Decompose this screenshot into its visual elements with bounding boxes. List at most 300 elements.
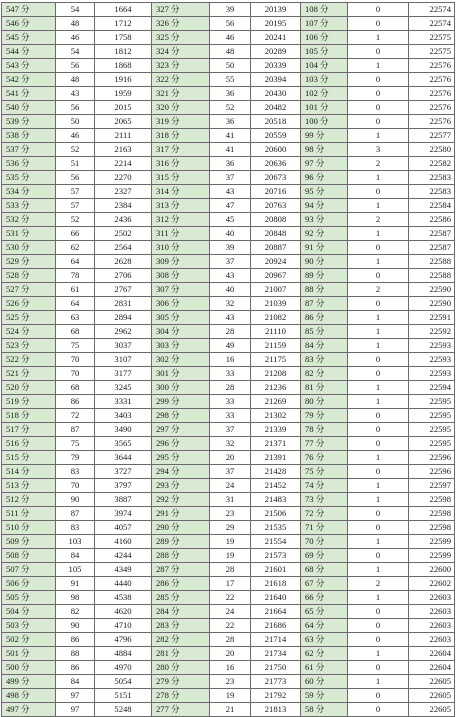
cumulative-c-cell: 22575 — [409, 45, 455, 59]
table-row — [2, 325, 455, 339]
score-b-cell: 308 分 — [152, 269, 210, 283]
score-b-cell: 324 分 — [152, 45, 210, 59]
score-a-cell: 523 分 — [2, 339, 56, 353]
count-c-cell: 1 — [348, 647, 409, 661]
cumulative-b-cell: 21339 — [251, 423, 301, 437]
cumulative-a-cell: 2214 — [95, 157, 152, 171]
count-b-cell: 37 — [210, 171, 251, 185]
table-row — [2, 269, 455, 283]
cumulative-b-cell: 20339 — [251, 59, 301, 73]
score-c-cell: 100 分 — [301, 115, 348, 129]
cumulative-a-cell: 3403 — [95, 409, 152, 423]
score-c-cell: 64 分 — [301, 619, 348, 633]
score-c-cell: 85 分 — [301, 325, 348, 339]
table-row — [2, 479, 455, 493]
count-c-cell: 0 — [348, 633, 409, 647]
cumulative-a-cell: 4884 — [95, 647, 152, 661]
cumulative-a-cell: 4970 — [95, 661, 152, 675]
cumulative-c-cell: 22599 — [409, 535, 455, 549]
count-a-cell: 64 — [56, 297, 95, 311]
cumulative-c-cell: 22590 — [409, 283, 455, 297]
count-c-cell: 0 — [348, 87, 409, 101]
count-a-cell: 63 — [56, 311, 95, 325]
cumulative-c-cell: 22584 — [409, 199, 455, 213]
table-row — [2, 213, 455, 227]
cumulative-b-cell: 21159 — [251, 339, 301, 353]
cumulative-c-cell: 22588 — [409, 269, 455, 283]
count-b-cell: 55 — [210, 73, 251, 87]
cumulative-a-cell: 4710 — [95, 619, 152, 633]
cumulative-a-cell: 3107 — [95, 353, 152, 367]
score-c-cell: 75 分 — [301, 465, 348, 479]
cumulative-b-cell: 21175 — [251, 353, 301, 367]
cumulative-c-cell: 22576 — [409, 87, 455, 101]
cumulative-a-cell: 2163 — [95, 143, 152, 157]
count-a-cell: 70 — [56, 479, 95, 493]
count-b-cell: 31 — [210, 493, 251, 507]
score-a-cell: 508 分 — [2, 549, 56, 563]
score-b-cell: 323 分 — [152, 59, 210, 73]
table-row — [2, 451, 455, 465]
score-c-cell: 78 分 — [301, 423, 348, 437]
score-a-cell: 532 分 — [2, 213, 56, 227]
cumulative-b-cell: 21618 — [251, 577, 301, 591]
cumulative-b-cell: 21664 — [251, 605, 301, 619]
count-a-cell: 83 — [56, 521, 95, 535]
count-b-cell: 33 — [210, 395, 251, 409]
cumulative-c-cell: 22592 — [409, 325, 455, 339]
count-c-cell: 0 — [348, 101, 409, 115]
table-row — [2, 283, 455, 297]
cumulative-a-cell: 4538 — [95, 591, 152, 605]
cumulative-b-cell: 20848 — [251, 227, 301, 241]
table-row — [2, 437, 455, 451]
score-b-cell: 292 分 — [152, 493, 210, 507]
score-c-cell: 96 分 — [301, 171, 348, 185]
table-row — [2, 59, 455, 73]
score-a-cell: 526 分 — [2, 297, 56, 311]
table-row — [2, 45, 455, 59]
cumulative-a-cell: 2065 — [95, 115, 152, 129]
count-b-cell: 17 — [210, 577, 251, 591]
score-a-cell: 512 分 — [2, 493, 56, 507]
cumulative-a-cell: 4796 — [95, 633, 152, 647]
score-a-cell: 537 分 — [2, 143, 56, 157]
table-row — [2, 185, 455, 199]
score-b-cell: 284 分 — [152, 605, 210, 619]
score-b-cell: 278 分 — [152, 689, 210, 703]
score-a-cell: 545 分 — [2, 31, 56, 45]
cumulative-a-cell: 1812 — [95, 45, 152, 59]
score-a-cell: 536 分 — [2, 157, 56, 171]
cumulative-b-cell: 21208 — [251, 367, 301, 381]
score-c-cell: 74 分 — [301, 479, 348, 493]
cumulative-c-cell: 22604 — [409, 661, 455, 675]
cumulative-a-cell: 5054 — [95, 675, 152, 689]
count-a-cell: 52 — [56, 143, 95, 157]
score-b-cell: 327 分 — [152, 3, 210, 17]
score-b-cell: 320 分 — [152, 101, 210, 115]
count-b-cell: 52 — [210, 101, 251, 115]
table-row — [2, 73, 455, 87]
count-a-cell: 78 — [56, 269, 95, 283]
count-a-cell: 90 — [56, 619, 95, 633]
table-row — [2, 87, 455, 101]
cumulative-c-cell: 22596 — [409, 465, 455, 479]
cumulative-c-cell: 22598 — [409, 493, 455, 507]
score-a-cell: 502 分 — [2, 633, 56, 647]
cumulative-c-cell: 22583 — [409, 185, 455, 199]
cumulative-a-cell: 1664 — [95, 3, 152, 17]
score-a-cell: 541 分 — [2, 87, 56, 101]
score-c-cell: 76 分 — [301, 451, 348, 465]
count-c-cell: 1 — [348, 171, 409, 185]
score-c-cell: 103 分 — [301, 73, 348, 87]
count-a-cell: 68 — [56, 381, 95, 395]
cumulative-b-cell: 21750 — [251, 661, 301, 675]
score-b-cell: 291 分 — [152, 507, 210, 521]
cumulative-b-cell: 20636 — [251, 157, 301, 171]
score-c-cell: 70 分 — [301, 535, 348, 549]
cumulative-c-cell: 22599 — [409, 549, 455, 563]
cumulative-b-cell: 21039 — [251, 297, 301, 311]
cumulative-c-cell: 22598 — [409, 507, 455, 521]
count-a-cell: 50 — [56, 115, 95, 129]
cumulative-b-cell: 20967 — [251, 269, 301, 283]
count-b-cell: 28 — [210, 633, 251, 647]
count-a-cell: 46 — [56, 129, 95, 143]
score-c-cell: 60 分 — [301, 675, 348, 689]
cumulative-a-cell: 4620 — [95, 605, 152, 619]
score-b-cell: 322 分 — [152, 73, 210, 87]
cumulative-b-cell: 20518 — [251, 115, 301, 129]
cumulative-b-cell: 21007 — [251, 283, 301, 297]
score-c-cell: 99 分 — [301, 129, 348, 143]
count-b-cell: 22 — [210, 591, 251, 605]
cumulative-c-cell: 22593 — [409, 353, 455, 367]
cumulative-c-cell: 22603 — [409, 605, 455, 619]
score-a-cell: 519 分 — [2, 395, 56, 409]
score-c-cell: 107 分 — [301, 17, 348, 31]
count-b-cell: 39 — [210, 241, 251, 255]
score-a-cell: 522 分 — [2, 353, 56, 367]
count-b-cell: 48 — [210, 45, 251, 59]
score-c-cell: 61 分 — [301, 661, 348, 675]
cumulative-a-cell: 4440 — [95, 577, 152, 591]
score-b-cell: 316 分 — [152, 157, 210, 171]
table-row — [2, 619, 455, 633]
count-b-cell: 24 — [210, 605, 251, 619]
score-a-cell: 513 分 — [2, 479, 56, 493]
cumulative-c-cell: 22575 — [409, 31, 455, 45]
score-c-cell: 106 分 — [301, 31, 348, 45]
cumulative-c-cell: 22588 — [409, 255, 455, 269]
table-row — [2, 171, 455, 185]
score-b-cell: 313 分 — [152, 199, 210, 213]
cumulative-c-cell: 22604 — [409, 647, 455, 661]
score-b-cell: 299 分 — [152, 395, 210, 409]
score-a-cell: 544 分 — [2, 45, 56, 59]
count-b-cell: 46 — [210, 31, 251, 45]
score-b-cell: 280 分 — [152, 661, 210, 675]
count-a-cell: 57 — [56, 199, 95, 213]
count-c-cell: 1 — [348, 227, 409, 241]
table-row — [2, 255, 455, 269]
cumulative-b-cell: 21573 — [251, 549, 301, 563]
count-a-cell: 48 — [56, 17, 95, 31]
score-c-cell: 97 分 — [301, 157, 348, 171]
score-b-cell: 303 分 — [152, 339, 210, 353]
count-b-cell: 21 — [210, 703, 251, 717]
cumulative-a-cell: 3037 — [95, 339, 152, 353]
cumulative-b-cell: 20716 — [251, 185, 301, 199]
score-c-cell: 104 分 — [301, 59, 348, 73]
cumulative-c-cell: 22574 — [409, 3, 455, 17]
score-b-cell: 317 分 — [152, 143, 210, 157]
score-distribution-table-container — [1, 2, 454, 714]
count-c-cell: 1 — [348, 563, 409, 577]
score-b-cell: 310 分 — [152, 241, 210, 255]
score-b-cell: 287 分 — [152, 563, 210, 577]
cumulative-b-cell: 20394 — [251, 73, 301, 87]
score-c-cell: 90 分 — [301, 255, 348, 269]
cumulative-b-cell: 21269 — [251, 395, 301, 409]
score-a-cell: 539 分 — [2, 115, 56, 129]
score-c-cell: 108 分 — [301, 3, 348, 17]
cumulative-b-cell: 21082 — [251, 311, 301, 325]
cumulative-c-cell: 22593 — [409, 367, 455, 381]
cumulative-b-cell: 21302 — [251, 409, 301, 423]
cumulative-b-cell: 20289 — [251, 45, 301, 59]
cumulative-a-cell: 2384 — [95, 199, 152, 213]
table-row — [2, 101, 455, 115]
count-c-cell: 0 — [348, 703, 409, 717]
table-row — [2, 535, 455, 549]
cumulative-c-cell: 22583 — [409, 171, 455, 185]
table-row — [2, 143, 455, 157]
count-c-cell: 2 — [348, 577, 409, 591]
table-row — [2, 339, 455, 353]
score-a-cell: 529 分 — [2, 255, 56, 269]
count-a-cell: 46 — [56, 31, 95, 45]
score-c-cell: 86 分 — [301, 311, 348, 325]
count-a-cell: 87 — [56, 423, 95, 437]
cumulative-c-cell: 22587 — [409, 227, 455, 241]
score-c-cell: 84 分 — [301, 339, 348, 353]
cumulative-b-cell: 21535 — [251, 521, 301, 535]
score-b-cell: 301 分 — [152, 367, 210, 381]
cumulative-b-cell: 21734 — [251, 647, 301, 661]
count-c-cell: 0 — [348, 185, 409, 199]
cumulative-b-cell: 21773 — [251, 675, 301, 689]
score-a-cell: 505 分 — [2, 591, 56, 605]
cumulative-b-cell: 20139 — [251, 3, 301, 17]
table-row — [2, 199, 455, 213]
count-b-cell: 24 — [210, 479, 251, 493]
cumulative-c-cell: 22605 — [409, 703, 455, 717]
score-c-cell: 92 分 — [301, 227, 348, 241]
count-c-cell: 0 — [348, 353, 409, 367]
score-a-cell: 503 分 — [2, 619, 56, 633]
cumulative-a-cell: 2327 — [95, 185, 152, 199]
count-b-cell: 33 — [210, 367, 251, 381]
cumulative-c-cell: 22597 — [409, 479, 455, 493]
score-b-cell: 277 分 — [152, 703, 210, 717]
count-b-cell: 43 — [210, 185, 251, 199]
cumulative-b-cell: 21428 — [251, 465, 301, 479]
cumulative-a-cell: 2894 — [95, 311, 152, 325]
table-row — [2, 675, 455, 689]
cumulative-b-cell: 20195 — [251, 17, 301, 31]
score-a-cell: 533 分 — [2, 199, 56, 213]
cumulative-b-cell: 21554 — [251, 535, 301, 549]
count-c-cell: 0 — [348, 17, 409, 31]
count-c-cell: 0 — [348, 45, 409, 59]
count-b-cell: 41 — [210, 143, 251, 157]
cumulative-a-cell: 1712 — [95, 17, 152, 31]
score-c-cell: 105 分 — [301, 45, 348, 59]
score-a-cell: 497 分 — [2, 703, 56, 717]
count-b-cell: 37 — [210, 465, 251, 479]
score-a-cell: 499 分 — [2, 675, 56, 689]
cumulative-a-cell: 3644 — [95, 451, 152, 465]
score-b-cell: 295 分 — [152, 451, 210, 465]
cumulative-b-cell: 20600 — [251, 143, 301, 157]
table-row — [2, 549, 455, 563]
table-row — [2, 661, 455, 675]
count-b-cell: 28 — [210, 325, 251, 339]
count-c-cell: 2 — [348, 213, 409, 227]
count-b-cell: 40 — [210, 283, 251, 297]
cumulative-c-cell: 22593 — [409, 339, 455, 353]
cumulative-c-cell: 22595 — [409, 409, 455, 423]
count-a-cell: 70 — [56, 353, 95, 367]
cumulative-b-cell: 21714 — [251, 633, 301, 647]
score-a-cell: 517 分 — [2, 423, 56, 437]
count-a-cell: 83 — [56, 465, 95, 479]
count-c-cell: 0 — [348, 605, 409, 619]
score-c-cell: 59 分 — [301, 689, 348, 703]
cumulative-c-cell: 22602 — [409, 577, 455, 591]
cumulative-b-cell: 21236 — [251, 381, 301, 395]
cumulative-b-cell: 21792 — [251, 689, 301, 703]
score-b-cell: 315 分 — [152, 171, 210, 185]
score-c-cell: 62 分 — [301, 647, 348, 661]
table-row — [2, 647, 455, 661]
cumulative-a-cell: 4057 — [95, 521, 152, 535]
score-b-cell: 318 分 — [152, 129, 210, 143]
cumulative-a-cell: 2706 — [95, 269, 152, 283]
score-distribution-table — [1, 2, 455, 717]
count-b-cell: 16 — [210, 353, 251, 367]
count-c-cell: 1 — [348, 199, 409, 213]
count-c-cell: 0 — [348, 619, 409, 633]
count-c-cell: 0 — [348, 409, 409, 423]
count-a-cell: 64 — [56, 255, 95, 269]
cumulative-a-cell: 5248 — [95, 703, 152, 717]
count-c-cell: 0 — [348, 115, 409, 129]
score-a-cell: 514 分 — [2, 465, 56, 479]
cumulative-c-cell: 22595 — [409, 437, 455, 451]
score-c-cell: 66 分 — [301, 591, 348, 605]
table-row — [2, 563, 455, 577]
table-row — [2, 31, 455, 45]
count-b-cell: 36 — [210, 115, 251, 129]
count-a-cell: 88 — [56, 647, 95, 661]
cumulative-a-cell: 2767 — [95, 283, 152, 297]
score-c-cell: 82 分 — [301, 367, 348, 381]
score-a-cell: 506 分 — [2, 577, 56, 591]
count-c-cell: 1 — [348, 59, 409, 73]
score-c-cell: 91 分 — [301, 241, 348, 255]
count-c-cell: 1 — [348, 129, 409, 143]
score-c-cell: 87 分 — [301, 297, 348, 311]
cumulative-b-cell: 21371 — [251, 437, 301, 451]
cumulative-a-cell: 2628 — [95, 255, 152, 269]
score-a-cell: 531 分 — [2, 227, 56, 241]
cumulative-a-cell: 3974 — [95, 507, 152, 521]
table-body — [2, 3, 455, 717]
count-a-cell: 87 — [56, 507, 95, 521]
cumulative-b-cell: 21506 — [251, 507, 301, 521]
count-b-cell: 36 — [210, 87, 251, 101]
count-c-cell: 1 — [348, 675, 409, 689]
count-a-cell: 91 — [56, 577, 95, 591]
score-b-cell: 311 分 — [152, 227, 210, 241]
score-a-cell: 504 分 — [2, 605, 56, 619]
count-a-cell: 86 — [56, 395, 95, 409]
score-b-cell: 302 分 — [152, 353, 210, 367]
table-row — [2, 17, 455, 31]
table-row — [2, 115, 455, 129]
count-a-cell: 97 — [56, 703, 95, 717]
count-a-cell: 86 — [56, 633, 95, 647]
score-a-cell: 546 分 — [2, 17, 56, 31]
count-b-cell: 49 — [210, 339, 251, 353]
score-b-cell: 304 分 — [152, 325, 210, 339]
score-a-cell: 521 分 — [2, 367, 56, 381]
score-b-cell: 312 分 — [152, 213, 210, 227]
count-a-cell: 75 — [56, 437, 95, 451]
cumulative-a-cell: 3490 — [95, 423, 152, 437]
count-a-cell: 68 — [56, 325, 95, 339]
table-row — [2, 3, 455, 17]
count-b-cell: 33 — [210, 409, 251, 423]
count-a-cell: 72 — [56, 409, 95, 423]
cumulative-b-cell: 21452 — [251, 479, 301, 493]
cumulative-b-cell: 20673 — [251, 171, 301, 185]
count-c-cell: 0 — [348, 437, 409, 451]
count-b-cell: 29 — [210, 521, 251, 535]
table-row — [2, 423, 455, 437]
score-b-cell: 297 分 — [152, 423, 210, 437]
cumulative-a-cell: 1916 — [95, 73, 152, 87]
table-row — [2, 227, 455, 241]
score-a-cell: 535 分 — [2, 171, 56, 185]
cumulative-c-cell: 22600 — [409, 563, 455, 577]
cumulative-b-cell: 21640 — [251, 591, 301, 605]
score-b-cell: 282 分 — [152, 633, 210, 647]
score-a-cell: 507 分 — [2, 563, 56, 577]
cumulative-b-cell: 21110 — [251, 325, 301, 339]
score-c-cell: 81 分 — [301, 381, 348, 395]
count-b-cell: 28 — [210, 381, 251, 395]
score-c-cell: 72 分 — [301, 507, 348, 521]
score-b-cell: 281 分 — [152, 647, 210, 661]
count-c-cell: 1 — [348, 325, 409, 339]
score-b-cell: 321 分 — [152, 87, 210, 101]
count-c-cell: 0 — [348, 3, 409, 17]
